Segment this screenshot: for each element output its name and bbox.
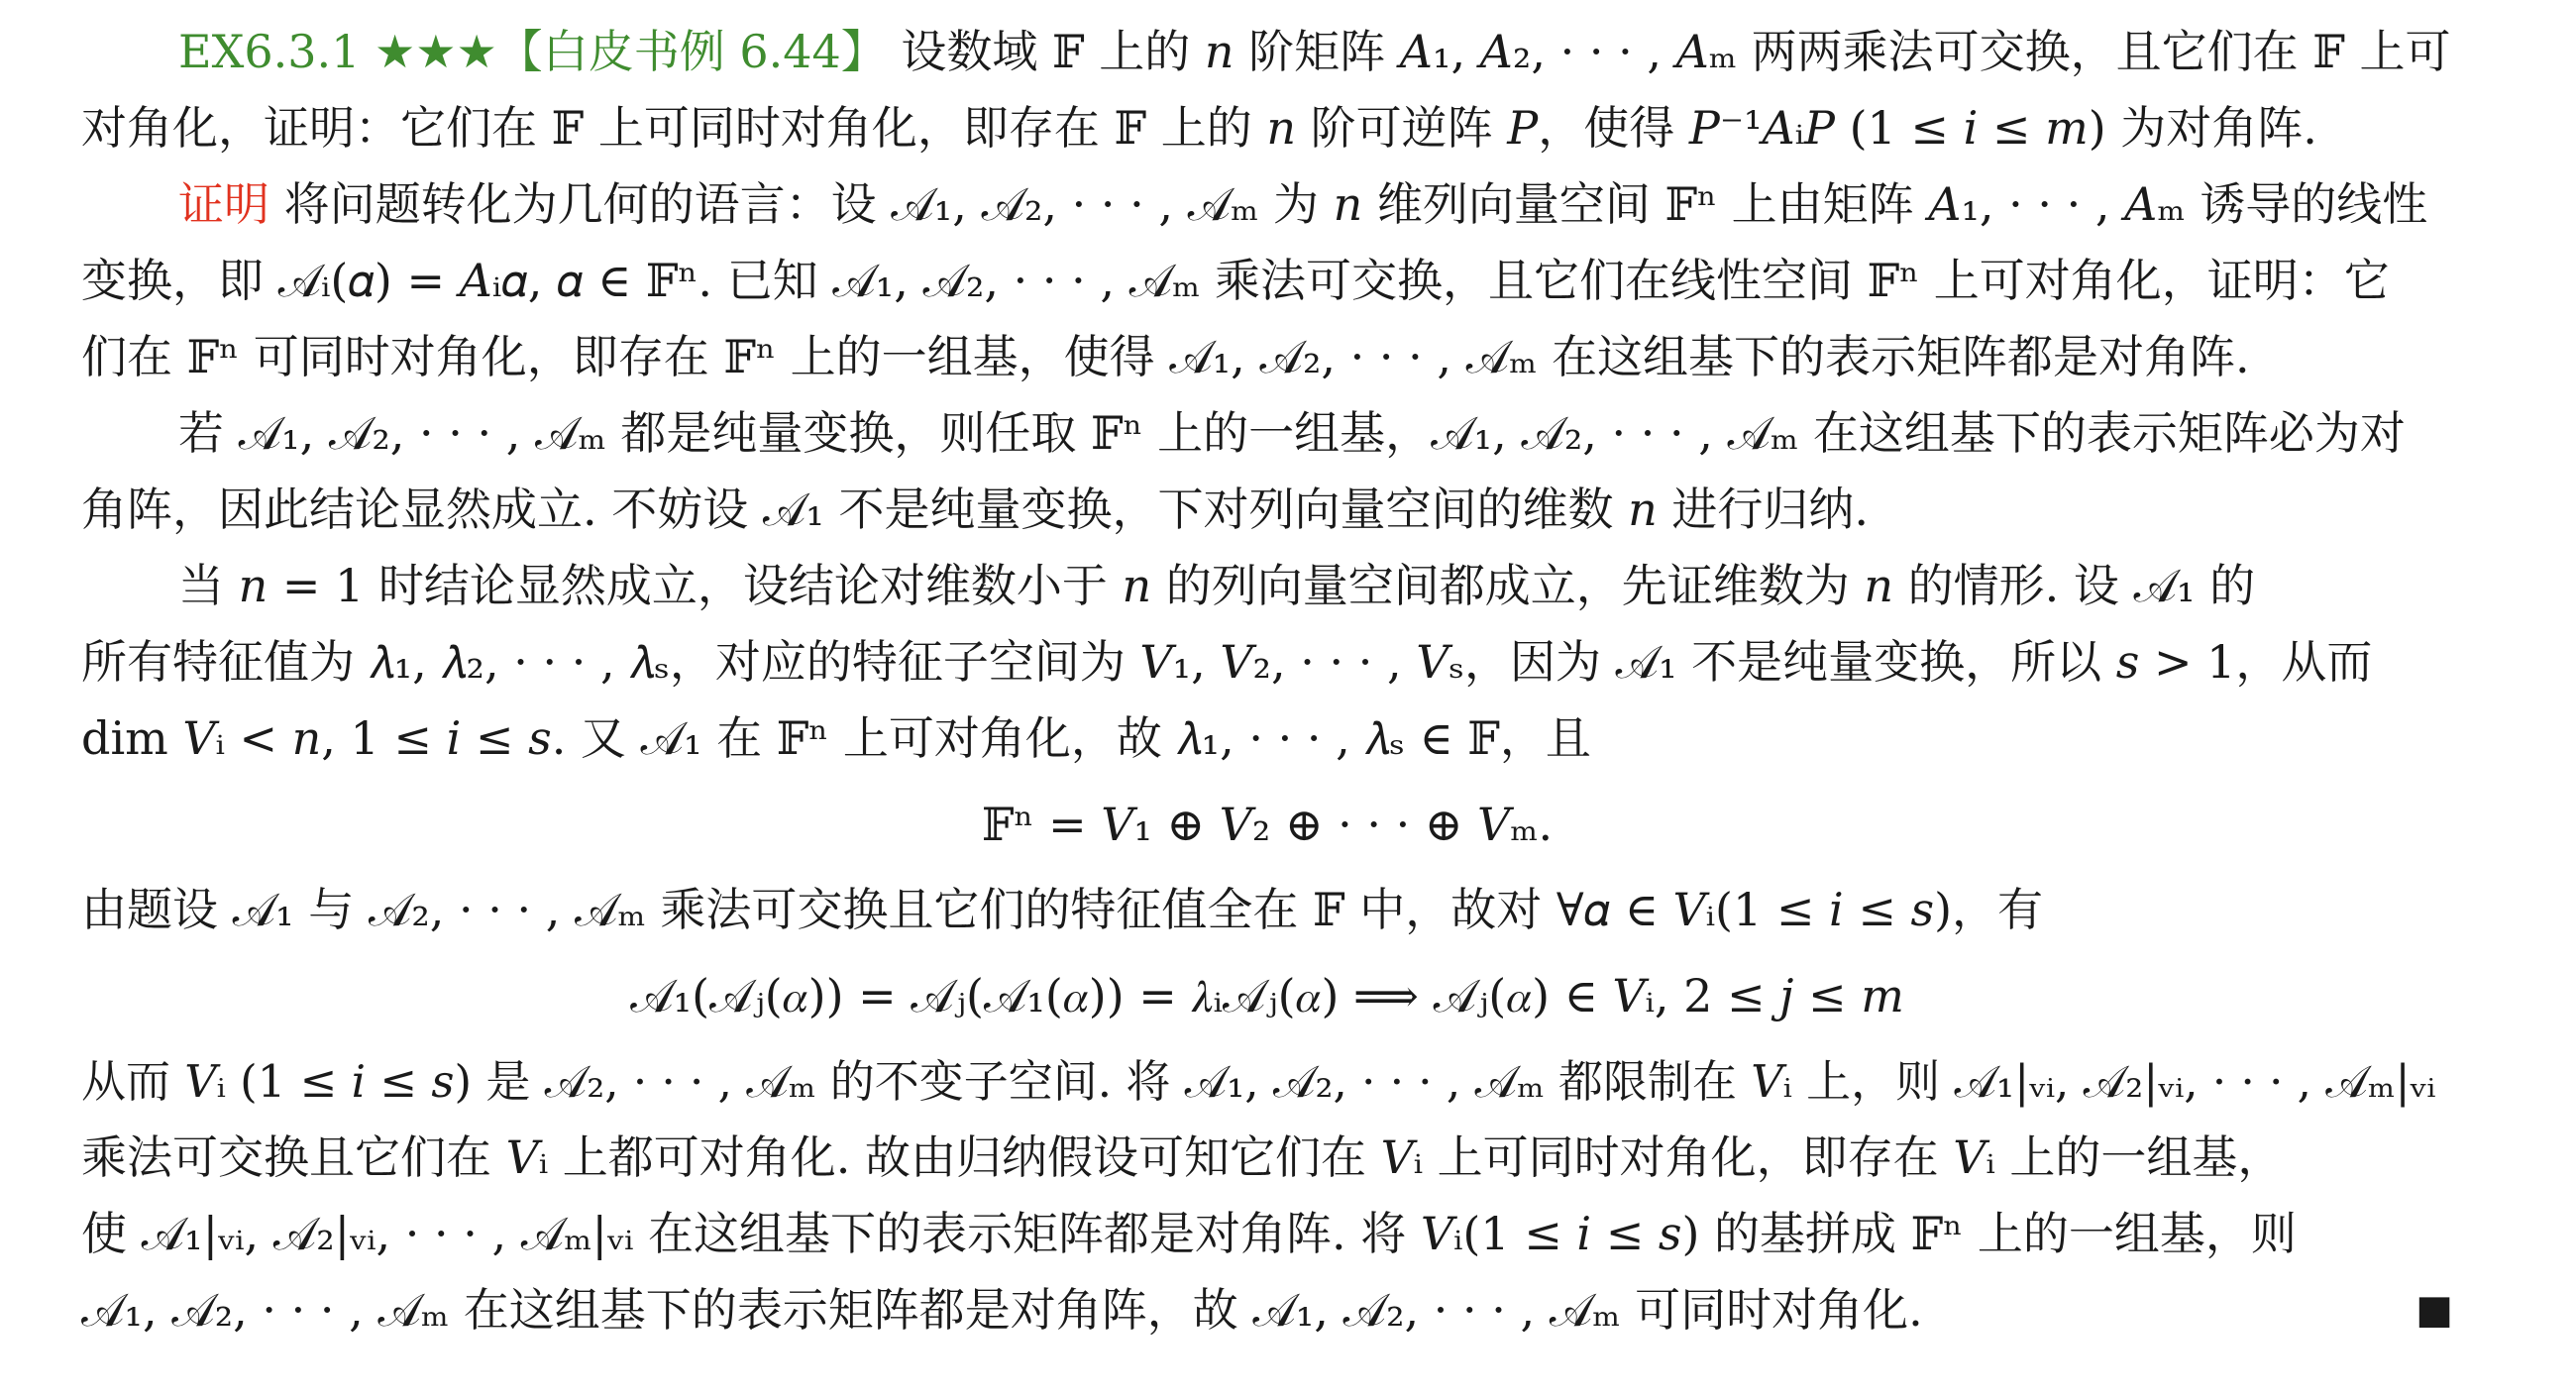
proof-text-13: 𝒜₁, 𝒜₂, · · · , 𝒜ₘ 在这组基下的表示矩阵都是对角阵，故 𝒜₁, 𝒜₂, · · · , 𝒜ₘ 可同时对角化.	[81, 1283, 1923, 1337]
proof-line-5	[81, 472, 2453, 548]
exercise-text-1: 设数域 𝔽 上的 𝑛 阶矩阵 𝐴₁, 𝐴₂, · · · , 𝐴ₘ 两两乘法可交换，且它们在 𝔽 上可	[886, 25, 2451, 78]
proof-line-4	[81, 395, 2453, 472]
equation-direct-sum: 𝔽ⁿ = 𝑉₁ ⊕ 𝑉₂ ⊕ · · · ⊕ 𝑉ₘ.	[981, 798, 1554, 851]
proof-text-11: 乘法可交换且它们在 𝑉ᵢ 上都可对角化. 故由归纳假设可知它们在 𝑉ᵢ 上可同时对角化，即存在 𝑉ᵢ 上的一组基，	[81, 1130, 2284, 1184]
proof-line-6	[81, 548, 2453, 624]
proof-text-8: dim 𝑉ᵢ < 𝑛, 1 ≤ 𝑖 ≤ 𝑠. 又 𝒜₁ 在 𝔽ⁿ 上可对角化，故 𝜆₁, · · · , 𝜆ₛ ∈ 𝔽，且	[81, 711, 1591, 765]
proof-line-9	[81, 872, 2453, 948]
proof-text-2: 变换，即 𝒜ᵢ(𝛼) = 𝐴ᵢ𝛼, 𝛼 ∈ 𝔽ⁿ. 已知 𝒜₁, 𝒜₂, · · · , 𝒜ₘ 乘法可交换，且它们在线性空间 𝔽ⁿ 上可对角化，证明：它	[81, 254, 2390, 307]
proof-line-8	[81, 700, 2453, 777]
proof-line-13	[81, 1272, 2453, 1348]
exercise-statement-line-2	[81, 90, 2453, 166]
proof-line-1	[81, 166, 2453, 243]
exercise-statement-line-1	[81, 14, 2453, 90]
proof-text-5: 角阵，因此结论显然成立. 不妨设 𝒜₁ 不是纯量变换，下对列向量空间的维数 𝑛 进行归纳.	[81, 483, 1869, 536]
display-equation-direct-sum	[81, 777, 2453, 872]
proof-label: 证明	[178, 177, 269, 231]
proof-text-7: 所有特征值为 𝜆₁, 𝜆₂, · · · , 𝜆ₛ，对应的特征子空间为 𝑉₁, 𝑉₂, · · · , 𝑉ₛ，因为 𝒜₁ 不是纯量变换，所以 𝑠 > 1，从而	[81, 635, 2373, 689]
proof-line-2	[81, 243, 2453, 319]
proof-text-4: 若 𝒜₁, 𝒜₂, · · · , 𝒜ₘ 都是纯量变换，则任取 𝔽ⁿ 上的一组基，𝒜₁, 𝒜₂, · · · , 𝒜ₘ 在这组基下的表示矩阵必为对	[178, 406, 2406, 460]
proof-text-10: 从而 𝑉ᵢ (1 ≤ 𝑖 ≤ 𝑠) 是 𝒜₂, · · · , 𝒜ₘ 的不变子空间. 将 𝒜₁, 𝒜₂, · · · , 𝒜ₘ 都限制在 𝑉ᵢ 上，则 𝒜₁|ᵥᵢ, 𝒜₂|ᵥᵢ, · · · , 𝒜ₘ|ᵥᵢ	[81, 1055, 2436, 1108]
proof-line-12	[81, 1196, 2453, 1272]
proof-text-3: 们在 𝔽ⁿ 可同时对角化，即存在 𝔽ⁿ 上的一组基，使得 𝒜₁, 𝒜₂, · · · , 𝒜ₘ 在这组基下的表示矩阵都是对角阵.	[81, 330, 2250, 383]
document-body	[81, 14, 2453, 1348]
proof-text-12: 使 𝒜₁|ᵥᵢ, 𝒜₂|ᵥᵢ, · · · , 𝒜ₘ|ᵥᵢ 在这组基下的表示矩阵都是对角阵. 将 𝑉ᵢ(1 ≤ 𝑖 ≤ 𝑠) 的基拼成 𝔽ⁿ 上的一组基，则	[81, 1207, 2297, 1260]
proof-line-11	[81, 1120, 2453, 1196]
proof-text-6: 当 𝑛 = 1 时结论显然成立，设结论对维数小于 𝑛 的列向量空间都成立，先证维数为 𝑛 的情形. 设 𝒜₁ 的	[178, 559, 2256, 612]
exercise-text-2: 对角化，证明：它们在 𝔽 上可同时对角化，即存在 𝔽 上的 𝑛 阶可逆阵 𝑃，使得 𝑃⁻¹𝐴ᵢ𝑃 (1 ≤ 𝑖 ≤ 𝑚) 为对角阵.	[81, 101, 2317, 155]
proof-line-7	[81, 624, 2453, 700]
qed-symbol: ■	[2415, 1287, 2453, 1333]
proof-line-3	[81, 319, 2453, 395]
exercise-label: EX6.3.1 ★★★【白皮书例 6.44】	[178, 25, 887, 78]
proof-line-10	[81, 1043, 2453, 1120]
proof-text-1: 将问题转化为几何的语言：设 𝒜₁, 𝒜₂, · · · , 𝒜ₘ 为 𝑛 维列向量空间 𝔽ⁿ 上由矩阵 𝐴₁, · · · , 𝐴ₘ 诱导的线性	[269, 177, 2428, 231]
display-equation-invariance	[81, 948, 2453, 1043]
proof-text-9: 由题设 𝒜₁ 与 𝒜₂, · · · , 𝒜ₘ 乘法可交换且它们的特征值全在 𝔽 中，故对 ∀𝛼 ∈ 𝑉ᵢ(1 ≤ 𝑖 ≤ 𝑠)，有	[81, 883, 2044, 936]
equation-invariance: 𝒜₁(𝒜ⱼ(𝛼)) = 𝒜ⱼ(𝒜₁(𝛼)) = 𝜆ᵢ𝒜ⱼ(𝛼) ⟹ 𝒜ⱼ(𝛼) ∈ 𝑉ᵢ, 2 ≤ 𝑗 ≤ 𝑚	[630, 969, 1904, 1022]
